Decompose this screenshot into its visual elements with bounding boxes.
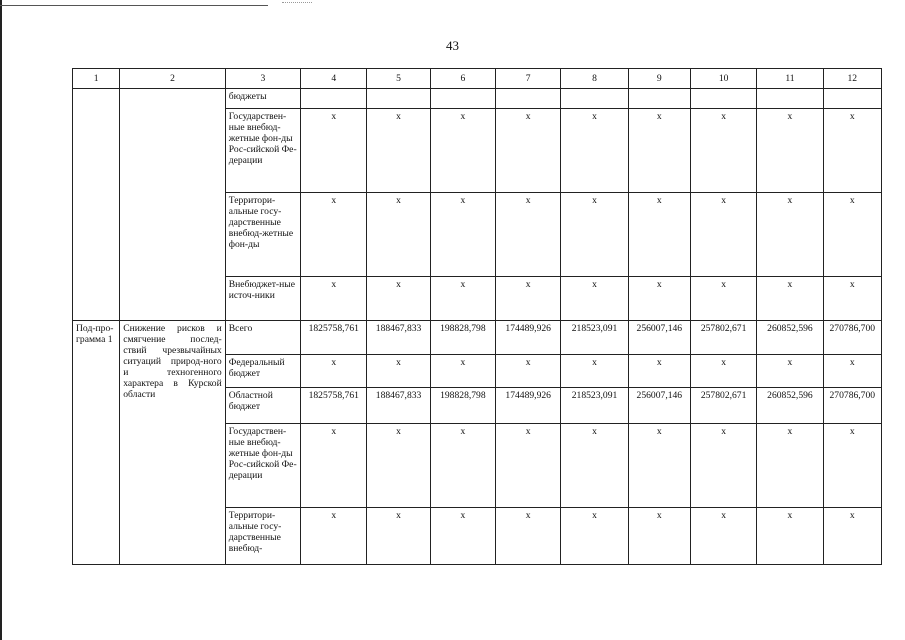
value-cell: 270786,700	[823, 388, 881, 424]
source-cell: Областной бюджет	[225, 388, 300, 424]
value-cell: x	[690, 424, 756, 508]
value-cell: x	[561, 193, 628, 277]
value-cell: x	[757, 109, 823, 193]
value-cell	[496, 89, 561, 109]
scan-edge-left	[0, 0, 2, 640]
header-cell: 8	[561, 69, 628, 89]
value-cell: x	[823, 277, 881, 321]
empty-cell	[120, 89, 226, 321]
table-row	[73, 89, 882, 109]
value-cell	[561, 89, 628, 109]
header-cell: 9	[628, 69, 690, 89]
value-cell	[690, 89, 756, 109]
value-cell: x	[430, 424, 495, 508]
value-cell: x	[301, 508, 367, 565]
value-cell: x	[301, 355, 367, 388]
budget-table	[72, 68, 882, 565]
value-cell: x	[430, 277, 495, 321]
value-cell: x	[628, 193, 690, 277]
value-cell: 198828,798	[430, 388, 495, 424]
value-cell: x	[301, 424, 367, 508]
value-cell: x	[628, 508, 690, 565]
value-cell: x	[367, 424, 430, 508]
value-cell	[430, 89, 495, 109]
value-cell: x	[823, 193, 881, 277]
source-cell: Государствен-ные внебюд-жетные фон-ды Рос-сийской Фе-дерации	[225, 424, 300, 508]
source-cell: Территори-альные госу-дарственные внебюд-	[225, 508, 300, 565]
value-cell: x	[496, 193, 561, 277]
value-cell: x	[561, 277, 628, 321]
value-cell: x	[430, 508, 495, 565]
value-cell: x	[430, 109, 495, 193]
value-cell: x	[690, 355, 756, 388]
value-cell: x	[757, 193, 823, 277]
subprogram-label: Под-про-грамма 1	[73, 321, 120, 565]
value-cell: x	[823, 355, 881, 388]
header-cell: 3	[225, 69, 300, 89]
source-cell: Внебюджет-ные источ-ники	[225, 277, 300, 321]
value-cell: x	[690, 508, 756, 565]
value-cell: 260852,596	[757, 321, 823, 355]
value-cell: x	[823, 508, 881, 565]
value-cell: x	[628, 277, 690, 321]
value-cell: x	[301, 109, 367, 193]
value-cell: x	[690, 193, 756, 277]
value-cell: 256007,146	[628, 388, 690, 424]
source-cell: Всего	[225, 321, 300, 355]
value-cell: x	[367, 355, 430, 388]
scan-edge-top	[0, 5, 268, 6]
header-cell: 5	[367, 69, 430, 89]
value-cell: x	[823, 424, 881, 508]
value-cell: x	[561, 355, 628, 388]
source-cell: Государствен-ные внебюд-жетные фон-ды Рос-сийской Фе-дерации	[225, 109, 300, 193]
value-cell: 1825758,761	[301, 388, 367, 424]
value-cell: 188467,833	[367, 321, 430, 355]
value-cell: x	[690, 109, 756, 193]
scan-dots	[282, 2, 312, 4]
value-cell: 257802,671	[690, 388, 756, 424]
value-cell	[628, 89, 690, 109]
value-cell: x	[628, 109, 690, 193]
value-cell: x	[496, 424, 561, 508]
value-cell: 218523,091	[561, 388, 628, 424]
value-cell	[823, 89, 881, 109]
source-cell: Территори-альные госу-дарственные внебюд-жетные фон-ды	[225, 193, 300, 277]
value-cell	[367, 89, 430, 109]
header-cell: 7	[496, 69, 561, 89]
value-cell: x	[561, 424, 628, 508]
value-cell: x	[757, 424, 823, 508]
header-cell: 4	[301, 69, 367, 89]
value-cell: 188467,833	[367, 388, 430, 424]
value-cell: x	[757, 508, 823, 565]
value-cell: x	[690, 277, 756, 321]
empty-cell	[73, 89, 120, 321]
header-cell: 12	[823, 69, 881, 89]
value-cell: x	[561, 109, 628, 193]
value-cell: x	[823, 109, 881, 193]
value-cell: x	[301, 277, 367, 321]
value-cell: 256007,146	[628, 321, 690, 355]
value-cell: x	[430, 355, 495, 388]
header-row	[73, 69, 882, 89]
value-cell: x	[367, 508, 430, 565]
value-cell: 257802,671	[690, 321, 756, 355]
value-cell: 198828,798	[430, 321, 495, 355]
value-cell: 174489,926	[496, 388, 561, 424]
table-row	[73, 321, 882, 355]
value-cell: x	[367, 277, 430, 321]
value-cell: x	[301, 193, 367, 277]
header-cell: 11	[757, 69, 823, 89]
value-cell: 270786,700	[823, 321, 881, 355]
source-cell: Федеральный бюджет	[225, 355, 300, 388]
value-cell: 260852,596	[757, 388, 823, 424]
value-cell: x	[496, 355, 561, 388]
header-cell: 6	[430, 69, 495, 89]
value-cell: x	[757, 355, 823, 388]
source-cell: бюджеты	[225, 89, 300, 109]
page-number: 43	[446, 38, 459, 53]
value-cell: x	[628, 424, 690, 508]
value-cell	[757, 89, 823, 109]
value-cell: x	[367, 193, 430, 277]
value-cell: x	[367, 109, 430, 193]
value-cell: x	[430, 193, 495, 277]
header-cell: 2	[120, 69, 226, 89]
value-cell: x	[496, 508, 561, 565]
subprogram-name: Снижение рисков и смягчение послед-ствий чрезвычайных ситуаций природ-ного и техногенного характера в Курской области	[120, 321, 226, 565]
value-cell: 1825758,761	[301, 321, 367, 355]
header-cell: 10	[690, 69, 756, 89]
value-cell: 218523,091	[561, 321, 628, 355]
value-cell: x	[496, 277, 561, 321]
header-cell: 1	[73, 69, 120, 89]
value-cell: x	[628, 355, 690, 388]
value-cell	[301, 89, 367, 109]
value-cell: x	[496, 109, 561, 193]
value-cell: 174489,926	[496, 321, 561, 355]
value-cell: x	[757, 277, 823, 321]
value-cell: x	[561, 508, 628, 565]
